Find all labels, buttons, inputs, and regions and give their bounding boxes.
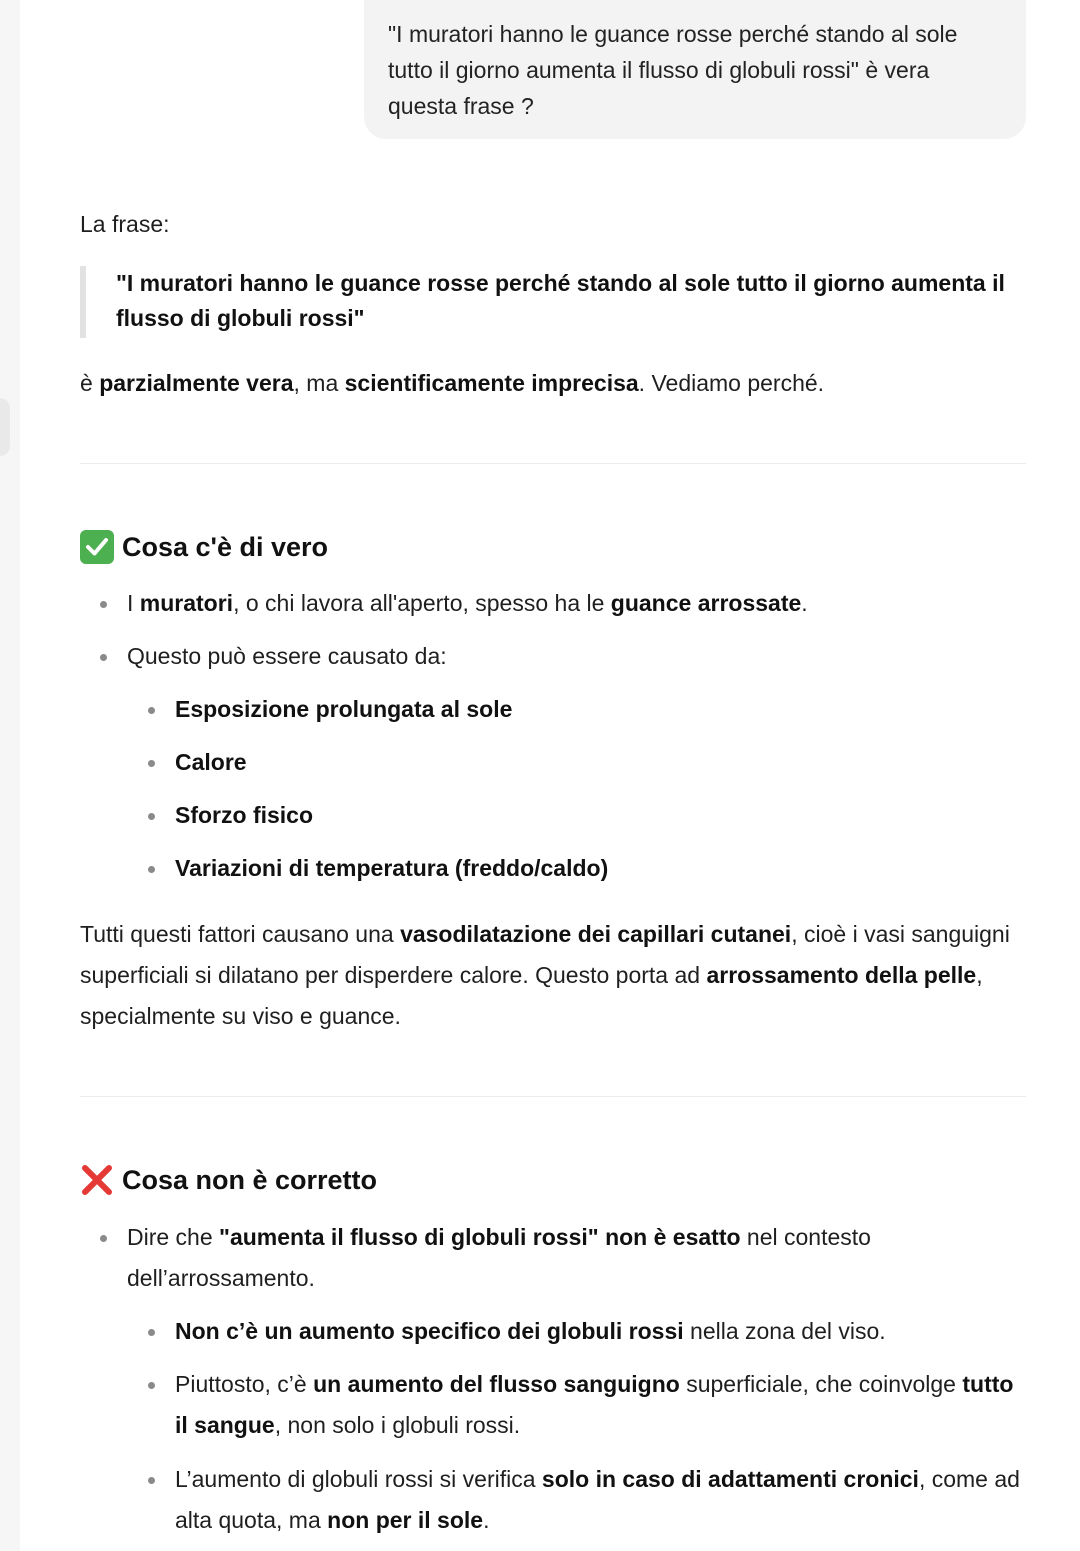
explanation-paragraph: Tutti questi fattori causano una vasodilatazione dei capillari cutanei, cioè i vasi sanguigni superficiali si dilatano per disperdere calore. Questo porta ad arrossamento della pelle, specialmente su viso e guance. (80, 921, 1010, 1029)
check-mark-icon (80, 530, 114, 564)
user-message-bubble (364, 0, 1026, 139)
list-item: Variazioni di temperatura (freddo/caldo) (175, 848, 1026, 889)
list-item: Non c’è un aumento specifico dei globuli rossi nella zona del viso. (175, 1311, 1026, 1352)
list-item: I muratori, o chi lavora all'aperto, spesso ha le guance arrossate. (127, 583, 1026, 624)
blockquote (80, 266, 1026, 338)
list-item: Piuttosto, c’è un aumento del flusso sanguigno superficiale, che coinvolge tutto il sangue, non solo i globuli rossi. (175, 1364, 1026, 1446)
section-heading-false (80, 1163, 377, 1197)
quote-text: "I muratori hanno le guance rosse perché stando al sole tutto il giorno aumenta il flusso di globuli rossi" (116, 270, 1005, 331)
cross-mark-icon (80, 1163, 114, 1197)
list-item: Esposizione prolungata al sole (175, 689, 1026, 730)
section-heading-true-text: Cosa c'è di vero (122, 531, 329, 562)
section-heading-false-text: Cosa non è corretto (122, 1164, 378, 1195)
intro-text: La frase: (80, 211, 170, 237)
list-item: Calore (175, 742, 1026, 783)
sidebar-toggle-handle[interactable] (0, 398, 10, 456)
section-heading-true (80, 530, 328, 564)
list-item: L’aumento di globuli rossi si verifica solo in caso di adattamenti cronici, come ad alta quota, ma non per il sole. (175, 1459, 1026, 1541)
user-message-text: "I muratori hanno le guance rosse perché stando al sole tutto il giorno aumenta il flusso di globuli rossi" è vera questa frase ? (388, 21, 958, 119)
sidebar-rail (0, 0, 20, 1551)
section-divider (80, 463, 1026, 464)
list-item: Sforzo fisico (175, 795, 1026, 836)
list-item: Dire che "aumenta il flusso di globuli rossi" non è esatto nel contesto dell’arrossamento. (127, 1217, 1026, 1299)
verdict-text: è parzialmente vera, ma scientificamente imprecisa. Vediamo perché. (80, 370, 825, 396)
list-item: Questo può essere causato da: (127, 636, 1026, 677)
section-divider (80, 1096, 1026, 1097)
